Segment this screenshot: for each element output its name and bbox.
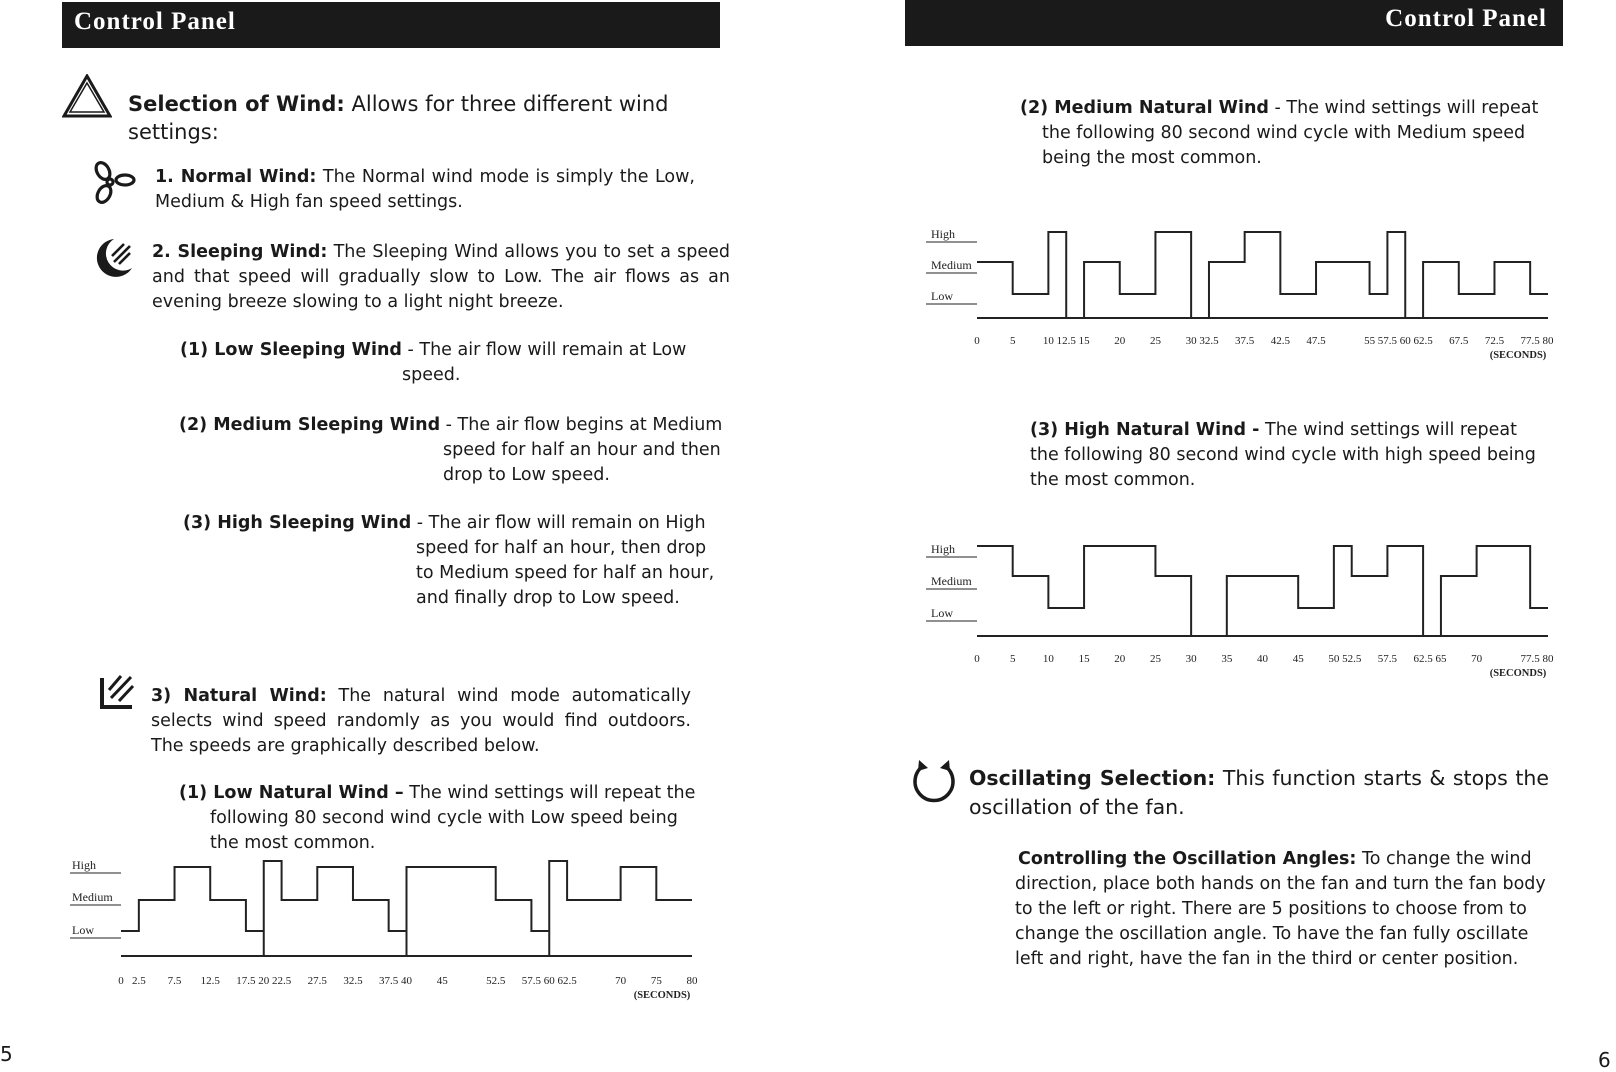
low-natural-line1: The wind settings will repeat the (403, 783, 696, 803)
level-label-low: Low (72, 923, 94, 937)
tick-label: 7.5 (167, 975, 182, 987)
page-number-left: 5 (0, 1042, 13, 1066)
tick-label: 72.5 (1484, 335, 1505, 347)
warning-triangle-icon (62, 74, 112, 118)
header-title: Control Panel (74, 8, 236, 35)
x-axis-label: (SECONDS) (1489, 668, 1547, 679)
medium-sleeping-line3: drop to Low speed. (443, 465, 610, 485)
tick-label: 20 (258, 975, 270, 987)
tick-label: 47.5 (1306, 335, 1326, 347)
tick-label: 80 (1542, 653, 1554, 665)
tick-label: 32.5 (343, 975, 363, 987)
tick-label: 0 (118, 975, 124, 987)
tick-label: 37.5 (1235, 335, 1255, 347)
tick-label: 62.5 (557, 975, 577, 987)
level-label-high: High (931, 542, 955, 556)
wind-selection-heading (128, 90, 728, 146)
level-label-high: High (931, 227, 955, 241)
page-header-right (905, 0, 1563, 46)
tick-label: 60 (1399, 335, 1411, 347)
tick-label: 75 (650, 975, 662, 987)
tick-label: 15 (1078, 335, 1090, 347)
high-natural-wind-paragraph (1030, 418, 1550, 493)
level-label-medium: Medium (72, 890, 113, 904)
tick-label: 45 (436, 975, 448, 987)
tick-label: 77.5 (1520, 653, 1540, 665)
high-sleeping-line3: to Medium speed for half an hour, (416, 563, 715, 583)
heading-text: Allows for three different wind settings: (128, 92, 669, 144)
tick-label: 80 (1542, 335, 1554, 347)
sleeping-wind-text: The Sleeping Wind allows you to set a speed and that speed will gradually slow to Low. The air flows as an evening breeze slowing to a light night breeze. (152, 242, 730, 312)
oscillating-title: Oscillating Selection: (969, 766, 1216, 790)
low-sleeping-line2: speed. (402, 365, 461, 385)
high-sleeping-wind (183, 511, 743, 611)
tick-label: 10 (1042, 335, 1054, 347)
tick-label: 57.5 (521, 975, 542, 987)
medium-natural-line1: - The wind settings will repeat (1268, 98, 1539, 118)
medium-natural-line2: the following 80 second wind cycle with Medium speed (1042, 123, 1526, 143)
tick-label: 20 (1114, 335, 1126, 347)
medium-natural-line3: being the most common. (1042, 148, 1262, 168)
normal-wind-title: 1. Normal Wind: (155, 167, 317, 187)
medium-sleeping-wind (179, 413, 739, 488)
tick-label: 17.5 (236, 975, 256, 987)
tick-label: 30 (1185, 335, 1197, 347)
tick-label: 32.5 (1199, 335, 1219, 347)
tick-label: 55 (1364, 335, 1376, 347)
low-natural-line3: the most common. (210, 833, 376, 853)
wind-speed-series (977, 546, 1548, 636)
tick-label: 27.5 (307, 975, 327, 987)
tick-label: 0 (974, 653, 980, 665)
low-sleeping-line1: - The air flow will remain at Low (401, 340, 687, 360)
oscillating-text: This function starts & stops the oscillation of the fan. (969, 766, 1549, 819)
high-natural-wind-chart (914, 540, 1574, 720)
tick-label: 10 (1042, 653, 1054, 665)
header-title: Control Panel (1385, 5, 1547, 32)
moon-sleep-icon (92, 236, 136, 280)
tick-label: 60 (543, 975, 555, 987)
oscillation-angles-paragraph (1015, 847, 1555, 972)
tick-label: 77.5 (1520, 335, 1540, 347)
wind-speed-series (121, 861, 692, 956)
tick-label: 70 (615, 975, 627, 987)
tick-label: 5 (1009, 335, 1016, 347)
tick-label: 62.5 (1413, 653, 1433, 665)
oscillating-paragraph (969, 764, 1549, 822)
tick-label: 40 (1257, 653, 1268, 665)
low-natural-title: (1) Low Natural Wind – (179, 783, 404, 803)
level-label-low: Low (931, 289, 953, 303)
page-number-right: 6 (1598, 1048, 1611, 1072)
medium-natural-title: (2) Medium Natural Wind (1020, 98, 1269, 118)
natural-wind-title: 3) Natural Wind: (151, 686, 327, 706)
tick-label: 2.5 (131, 975, 146, 987)
low-sleeping-wind (180, 338, 700, 388)
tick-label: 80 (686, 975, 698, 987)
high-sleeping-line2: speed for half an hour, then drop (416, 538, 707, 558)
heading-title: Selection of Wind: (128, 92, 345, 116)
low-natural-wind (179, 781, 719, 856)
tick-label: 40 (401, 975, 412, 987)
fan-icon (92, 160, 136, 206)
tick-label: 25 (1149, 653, 1161, 665)
natural-wind-paragraph (151, 684, 691, 759)
tick-label: 35 (1221, 653, 1233, 665)
natural-wind-text: The natural wind mode automatically selects wind speed randomly as you would find outdoors. The speeds are graphically described below. (151, 686, 691, 756)
low-natural-line2: following 80 second wind cycle with Low speed being (210, 808, 678, 828)
high-natural-title: (3) High Natural Wind - (1030, 420, 1260, 440)
sleeping-wind-title: 2. Sleeping Wind: (152, 242, 328, 262)
tick-label: 70 (1471, 653, 1483, 665)
tick-label: 37.5 (379, 975, 399, 987)
medium-natural-wind (1020, 96, 1580, 171)
tick-label: 20 (1114, 653, 1126, 665)
tick-label: 12.5 (1056, 335, 1076, 347)
tick-label: 15 (1078, 653, 1090, 665)
sleeping-wind-paragraph (152, 240, 730, 315)
low-natural-wind-chart (58, 846, 728, 1052)
tick-label: 12.5 (200, 975, 220, 987)
tick-label: 30 (1185, 653, 1197, 665)
level-label-high: High (72, 858, 96, 872)
tick-label: 22.5 (271, 975, 292, 987)
normal-wind-paragraph (155, 165, 695, 215)
x-axis-label: (SECONDS) (633, 990, 691, 1001)
tick-label: 5 (1009, 653, 1016, 665)
tick-label: 52.5 (1342, 653, 1362, 665)
medium-sleeping-line2: speed for half an hour and then (443, 440, 721, 460)
low-sleeping-title: (1) Low Sleeping Wind (180, 340, 402, 360)
tick-label: 67.5 (1449, 335, 1469, 347)
tick-label: 57.5 (1377, 335, 1398, 347)
oscillate-rotate-icon (910, 758, 958, 806)
tick-label: 57.5 (1377, 653, 1398, 665)
medium-sleeping-line1: - The air flow begins at Medium (440, 415, 723, 435)
medium-natural-wind-chart (914, 218, 1574, 398)
x-axis-label: (SECONDS) (1489, 350, 1547, 361)
tick-label: 45 (1292, 653, 1304, 665)
tick-label: 25 (1149, 335, 1161, 347)
medium-sleeping-title: (2) Medium Sleeping Wind (179, 415, 441, 435)
normal-wind-text: The Normal wind mode is simply the Low, Medium & High fan speed settings. (155, 167, 695, 212)
tick-label: 52.5 (486, 975, 506, 987)
high-sleeping-line4: and finally drop to Low speed. (416, 588, 680, 608)
tick-label: 42.5 (1270, 335, 1290, 347)
oscillation-angles-text: To change the wind direction, place both hands on the fan and turn the fan body to the left or right. There are 5 positions to choose from to change the oscillation angle. To have the fan fully oscillate left and right, have the fan in the third or center position. (1015, 849, 1546, 969)
tick-label: 62.5 (1413, 335, 1433, 347)
high-sleeping-line1: - The air flow will remain on High (411, 513, 706, 533)
level-label-low: Low (931, 606, 953, 620)
oscillation-angles-title: Controlling the Oscillation Angles: (1018, 849, 1357, 869)
page-header-left (62, 2, 720, 48)
level-label-medium: Medium (931, 574, 972, 588)
high-natural-text: The wind settings will repeat the following 80 second wind cycle with high speed being the most common. (1030, 420, 1536, 490)
level-label-medium: Medium (931, 258, 972, 272)
natural-wind-icon (99, 672, 137, 710)
wind-speed-series (977, 232, 1548, 318)
tick-label: 50 (1328, 653, 1340, 665)
high-sleeping-title: (3) High Sleeping Wind (183, 513, 412, 533)
tick-label: 0 (974, 335, 980, 347)
tick-label: 65 (1435, 653, 1447, 665)
